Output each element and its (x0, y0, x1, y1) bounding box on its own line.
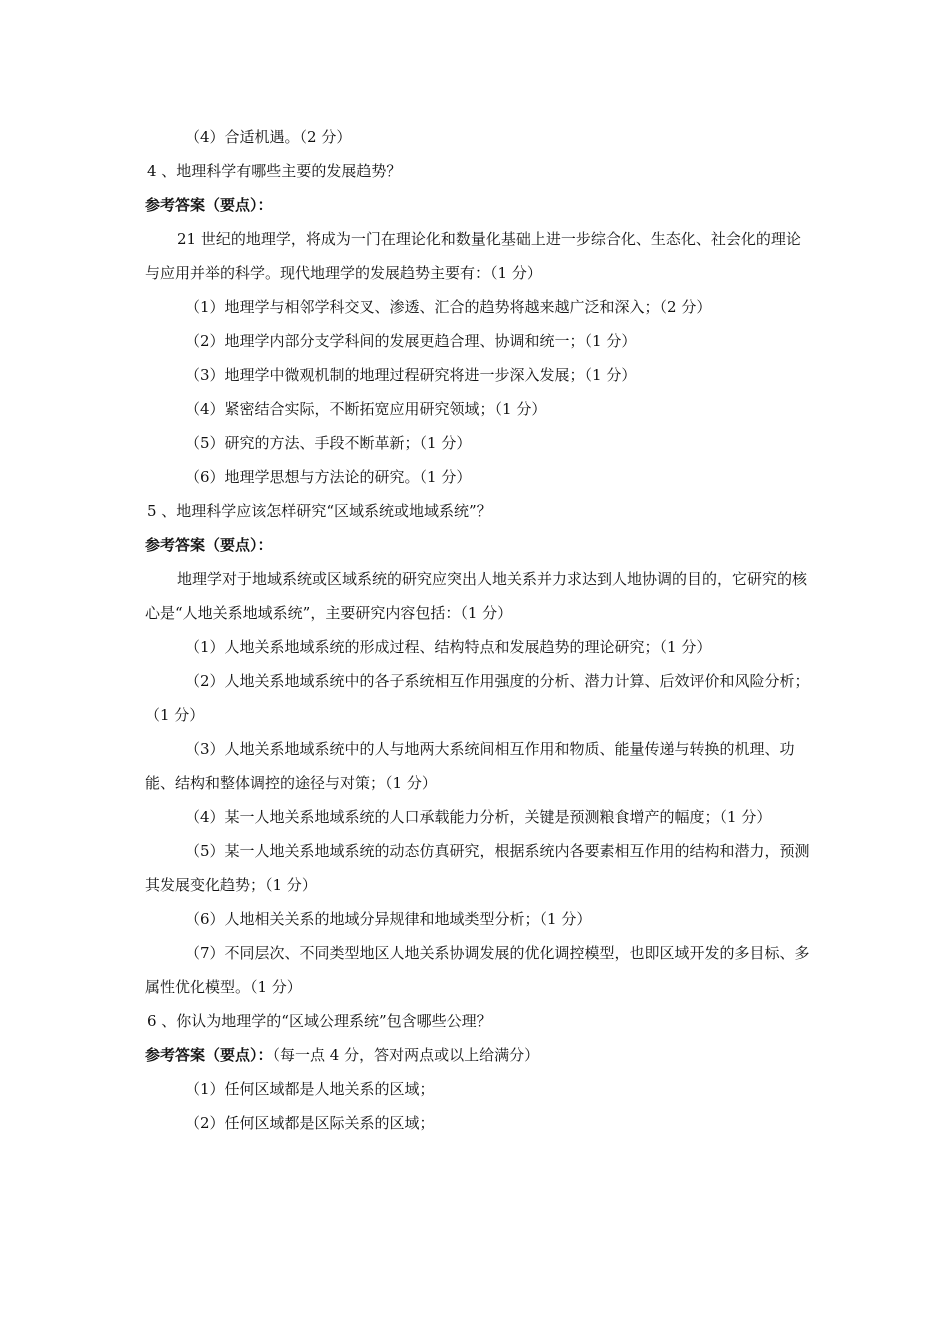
answer-item: （2）任何区域都是区际关系的区域； (185, 1114, 435, 1132)
answer-label: 参考答案（要点）： (145, 536, 273, 554)
answer-item: （1）人地关系地域系统的形成过程、结构特点和发展趋势的理论研究；（1 分） (185, 638, 712, 656)
answer-item: （6）地理学思想与方法论的研究。（1 分） (185, 468, 472, 486)
answer-item: （5）某一人地关系地域系统的动态仿真研究，根据系统内各要素相互作用的结构和潜力，预测其发展变化趋势；（1 分） (145, 842, 810, 894)
answer-item: （1）地理学与相邻学科交叉、渗透、汇合的趋势将越来越广泛和深入；（2 分） (185, 298, 712, 316)
answer-item: （3）人地关系地域系统中的人与地两大系统间相互作用和物质、能量传递与转换的机理、功能、结构和整体调控的途径与对策；（1 分） (145, 740, 795, 792)
document-body (145, 120, 810, 1140)
answer-item: （5）研究的方法、手段不断革新；（1 分） (185, 434, 472, 452)
answer-paragraph: 21 世纪的地理学，将成为一门在理论化和数量化基础上进一步综合化、生态化、社会化的理论与应用并举的科学。现代地理学的发展趋势主要有：（1 分） (145, 230, 801, 282)
answer-item: （4）合适机遇。（2 分） (185, 128, 352, 146)
answer-item: （1）任何区域都是人地关系的区域； (185, 1080, 435, 1098)
question-4: 4 、地理科学有哪些主要的发展趋势？ (147, 162, 402, 180)
answer-item: （2）地理学内部分支学科间的发展更趋合理、协调和统一；（1 分） (185, 332, 637, 350)
answer-item: （6）人地相关关系的地域分异规律和地域类型分析；（1 分） (185, 910, 592, 928)
answer-item: （2）人地关系地域系统中的各子系统相互作用强度的分析、潜力计算、后效评价和风险分析；（1 分） (145, 672, 810, 724)
answer-item: （4）某一人地关系地域系统的人口承载能力分析，关键是预测粮食增产的幅度；（1 分） (185, 808, 772, 826)
answer-item: （4）紧密结合实际，不断拓宽应用研究领域；（1 分） (185, 400, 547, 418)
answer-item: （7）不同层次、不同类型地区人地关系协调发展的优化调控模型，也即区域开发的多目标、多属性优化模型。（1 分） (145, 944, 810, 996)
question-5: 5 、地理科学应该怎样研究“区域系统或地域系统”？ (147, 502, 492, 520)
answer-item: （3）地理学中微观机制的地理过程研究将进一步深入发展；（1 分） (185, 366, 637, 384)
answer-paragraph: 地理学对于地域系统或区域系统的研究应突出人地关系并力求达到人地协调的目的，它研究的核心是“人地关系地域系统”，主要研究内容包括：（1 分） (145, 570, 808, 622)
answer-note: （每一点 4 分，答对两点或以上给满分） (272, 1046, 540, 1064)
answer-heading (145, 528, 810, 562)
answer-heading (145, 1038, 810, 1072)
question-6: 6 、你认为地理学的“区域公理系统”包含哪些公理？ (147, 1012, 492, 1030)
answer-label: 参考答案（要点）： (145, 1046, 273, 1064)
answer-heading (145, 188, 810, 222)
answer-label: 参考答案（要点）： (145, 196, 273, 214)
